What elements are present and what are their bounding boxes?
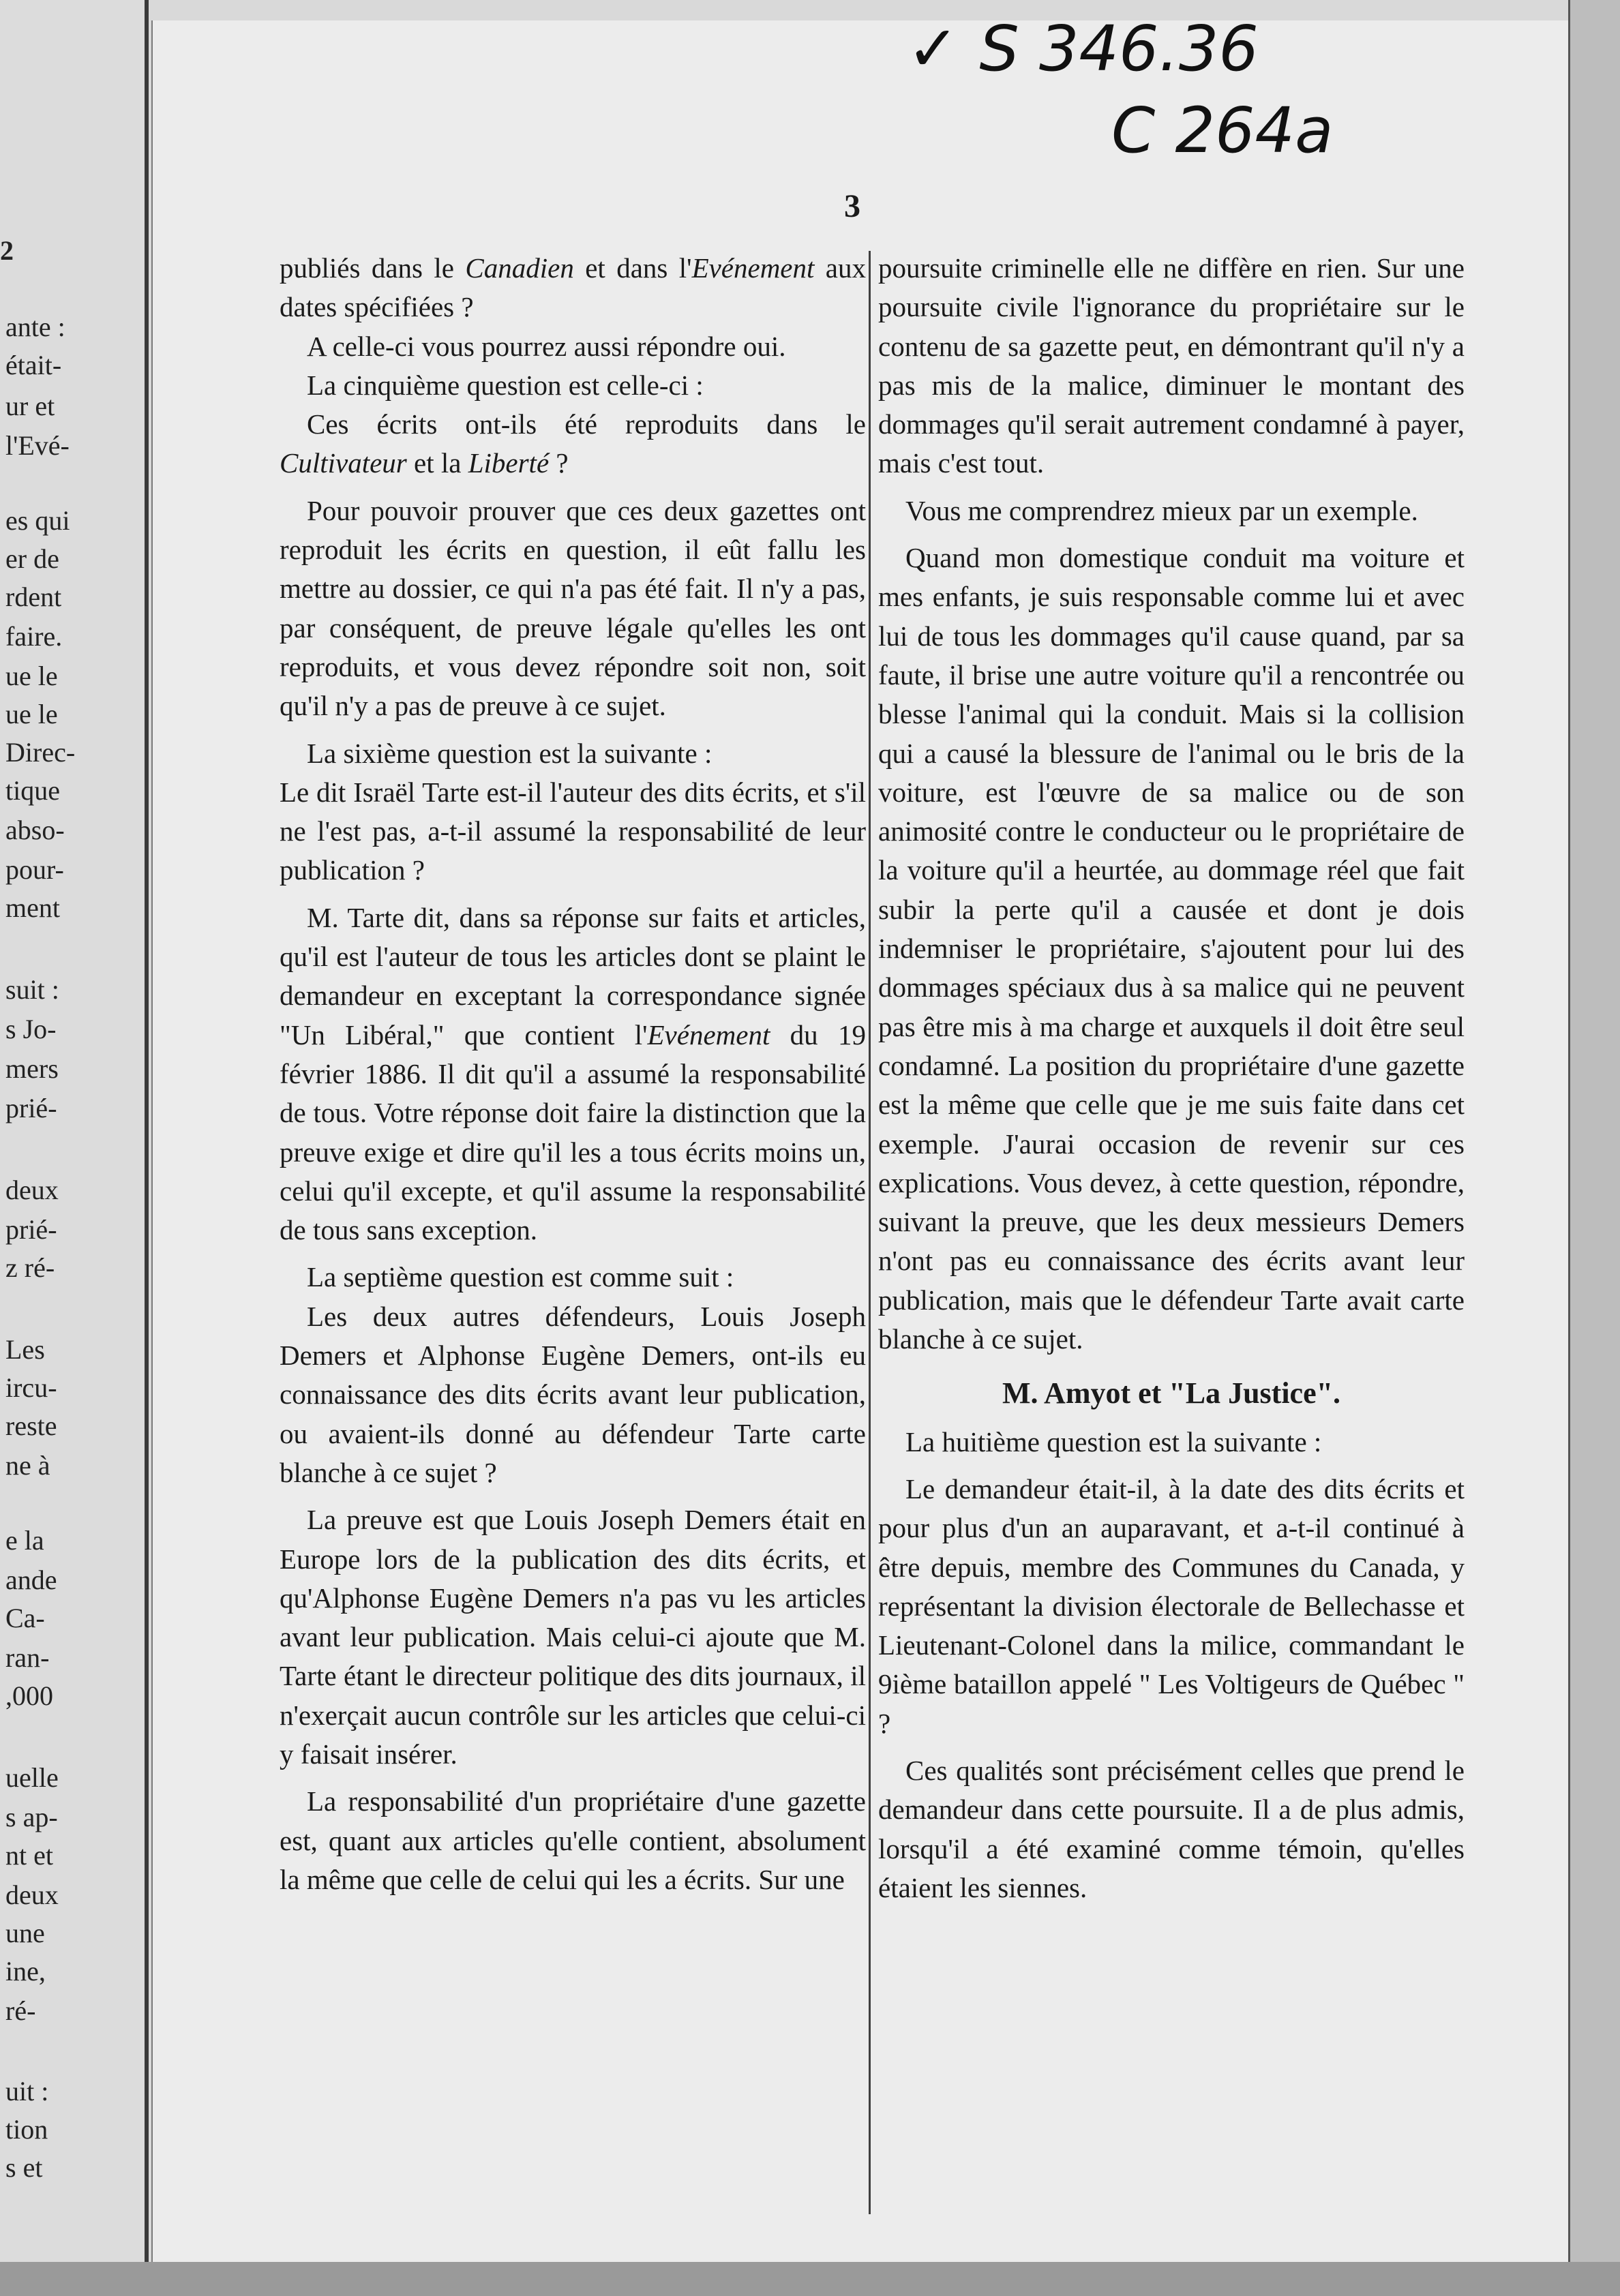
paragraph (280, 492, 866, 726)
text-run: du 19 février 1886. Il dit qu'il a assumé la responsabilité de tous. Votre réponse doit faire la distinction que la preuve exige et dire qu'il les a tous écrits moins un, celui qu'il excepte, et qu'il assume la responsabilité de tous sans exception. (280, 1018, 866, 1246)
section-heading: M. Amyot et "La Justice". (1002, 1376, 1341, 1410)
page-bottom-edge (0, 2262, 1620, 2296)
previous-page-fragment: 2 (0, 235, 14, 266)
previous-page-fragment: ur et (5, 391, 55, 421)
right-text-column (878, 249, 1465, 1907)
previous-page-fragment: ré- (5, 1995, 36, 2026)
previous-page-fragment: uelle (5, 1762, 59, 1793)
previous-page-fragment: deux (5, 1879, 59, 1910)
text-run: aux dates spécifiées ? (280, 252, 867, 323)
text-run: La sixième question est la suivante : (307, 737, 712, 769)
previous-page-fragment: ircu- (5, 1372, 57, 1403)
previous-page-fragment: faire. (5, 621, 63, 652)
call-number-line-1: ✓ S 346.36 (907, 12, 1259, 85)
previous-page-strip (0, 0, 149, 2296)
previous-page-fragment: s ap- (5, 1802, 58, 1832)
paragraph (878, 539, 1465, 1359)
paragraph (280, 1258, 866, 1297)
previous-page-fragment: mers (5, 1053, 59, 1084)
paragraph (878, 1423, 1465, 1462)
handwritten-call-number (907, 14, 1425, 170)
previous-page-fragment: z ré- (5, 1252, 55, 1283)
text-run: ? (549, 447, 569, 479)
previous-page-fragment: prié- (5, 1093, 57, 1123)
previous-page-fragment: es qui (5, 505, 70, 536)
paragraph (280, 1782, 866, 1899)
paragraph (280, 734, 866, 773)
previous-page-fragment: nt et (5, 1840, 53, 1871)
italic-title: Evénement (691, 252, 815, 284)
previous-page-fragment: ran- (5, 1642, 50, 1673)
previous-page-fragment: reste (5, 1410, 57, 1441)
previous-page-fragment: tion (5, 2114, 48, 2145)
previous-page-fragment: ment (5, 892, 60, 923)
paragraph (280, 327, 866, 366)
text-run: La septième question est comme suit : (307, 1261, 734, 1293)
paragraph (878, 1470, 1465, 1743)
previous-page-fragment: prié- (5, 1214, 57, 1245)
italic-title: Canadien (465, 252, 574, 284)
text-run: Ces qualités sont précisément celles que prend le demandeur dans cette poursuite. Il a de plus admis, lorsqu'il a été examiné comme témoin, qu'elles étaient les siennes. (878, 1754, 1465, 1903)
paragraph (280, 366, 866, 405)
paragraph (280, 898, 866, 1250)
text-run: Pour pouvoir prouver que ces deux gazettes ont reproduit les écrits en question, il eût fallu les mettre au dossier, ce qui n'a pas été fait. Il n'y a pas, par conséquent, de preuve légale qu'elles les ont reproduits, et vous devez répondre soit non, soit qu'il n'y a pas de preuve à ce sujet. (280, 494, 866, 722)
previous-page-fragment: Direc- (5, 737, 76, 768)
previous-page-fragment: Les (5, 1334, 45, 1365)
italic-title: Cultivateur (280, 447, 407, 479)
left-text-column (280, 249, 866, 1899)
paragraph (280, 405, 866, 483)
previous-page-fragment: tique (5, 775, 60, 806)
previous-page-fragment: ue le (5, 699, 58, 729)
previous-page-fragment: ande (5, 1565, 57, 1595)
text-run: La huitième question est la suivante : (905, 1425, 1322, 1457)
text-run: et dans l' (573, 252, 692, 284)
text-run: publiés dans le (280, 252, 466, 284)
previous-page-fragment: abso- (5, 815, 65, 845)
text-run: La preuve est que Louis Joseph Demers était en Europe lors de la publication des dits écrits, et qu'Alphonse Eugène Demers n'a pas vu les articles avant leur publication. Mais celui-ci ajoute que M. Tarte étant le directeur politique des dits journaux, il n'exerçait aucun contrôle sur les articles que celui-ci y faisait insérer. (280, 1504, 866, 1770)
previous-page-fragment: e la (5, 1525, 44, 1556)
previous-page-fragment: ne à (5, 1450, 50, 1481)
paragraph (280, 1500, 866, 1774)
text-run: Le demandeur était-il, à la date des dits écrits et pour plus d'un an auparavant, et a-t-il continué à être depuis, membre des Communes du Canada, y représentant la division électorale de Bellechasse et Lieutenant-Colonel dans la milice, commandant le 9ième bataillon appelé " Les Voltigeurs de Québec " ? (878, 1472, 1465, 1739)
previous-page-fragment: une (5, 1918, 45, 1948)
text-run: La responsabilité d'un propriétaire d'une gazette est, quant aux articles qu'elle contient, absolument la même que celle de celui qui les a écrits. Sur une (280, 1785, 866, 1895)
previous-page-fragment: ,000 (5, 1680, 53, 1711)
previous-page-fragment: er de (5, 543, 59, 574)
previous-page-fragment: ine, (5, 1956, 46, 1987)
italic-title: Liberté (468, 447, 550, 479)
italic-title: Evénement (647, 1018, 770, 1051)
previous-page-fragment: ue le (5, 661, 58, 691)
previous-page-fragment: suit : (5, 974, 59, 1005)
text-run: M. Tarte dit, dans sa réponse sur faits et articles, qu'il est l'auteur de tous les articles dont se plaint le demandeur en exceptant la correspondance signée "Un Libéral," que contient l' (280, 901, 866, 1051)
text-run: Les deux autres défendeurs, Louis Joseph Demers et Alphonse Eugène Demers, ont-ils eu connaissance des dits écrits avant leur publication, ou avaient-ils donné au défendeur Tarte carte blanche à ce sujet ? (280, 1300, 866, 1488)
previous-page-fragment: s et (5, 2152, 43, 2183)
text-run: poursuite criminelle elle ne diffère en rien. Sur une poursuite civile l'ignorance du propriétaire sur le contenu de sa gazette peut, en démontrant qu'il n'y a pas mis de la malice, diminuer le montant des dommages qu'il serait autrement condamné à payer, mais c'est tout. (878, 252, 1465, 479)
paragraph (878, 1751, 1465, 1907)
paragraph (878, 249, 1465, 483)
text-run: La cinquième question est celle-ci : (307, 369, 704, 401)
previous-page-fragment: pour- (5, 854, 64, 885)
previous-page-fragment: était- (5, 350, 62, 380)
paragraph (280, 249, 866, 327)
text-run: et la (406, 447, 468, 479)
previous-page-fragment: ante : (5, 312, 65, 342)
text-run: Ces écrits ont-ils été reproduits dans le (307, 408, 866, 440)
text-run: A celle-ci vous pourrez aussi répondre oui. (307, 330, 786, 362)
previous-page-fragment: deux (5, 1175, 59, 1205)
previous-page-fragment: uit : (5, 2076, 49, 2106)
previous-page-fragment: Ca- (5, 1603, 45, 1633)
page-number: 3 (844, 188, 860, 224)
text-run: Le dit Israël Tarte est-il l'auteur des dits écrits, et s'il ne l'est pas, a-t-il assumé la responsabilité de leur publication ? (280, 776, 866, 886)
paragraph (280, 773, 866, 890)
previous-page-fragment: l'Evé- (5, 430, 70, 461)
previous-page-fragment: s Jo- (5, 1014, 57, 1044)
call-number-line-2: C 264a (1111, 94, 1334, 167)
text-run: Vous me comprendrez mieux par un exemple. (905, 494, 1418, 526)
paragraph (878, 492, 1465, 530)
text-run: Quand mon domestique conduit ma voiture et mes enfants, je suis responsable comme lui et avec lui de tous les dommages qu'il cause quand, par sa faute, il brise une autre voiture qu'il a rencontrée ou blesse l'animal qui la conduit. Mais si la collision qui a causé la blessure de l'animal ou le bris de la voiture, est l'œuvre de sa malice ou de son animosité contre le conducteur ou le propriétaire de la voiture qu'il a heurtée, au dommage réel que fait subir la perte qu'il a causée et dont je dois indemniser le propriétaire, s'ajoutent pour lui des dommages spéciaux dus à sa malice qui ne peuvent pas être mis à ma charge et auxquels il doit être seul condamné. La position du propriétaire d'une gazette est la même que celle que je me suis faite dans cet exemple. J'aurai occasion de revenir sur ces explications. Vous devez, à cette question, répondre, suivant la preuve, que les deux messieurs Demers n'ont pas eu connaissance des écrits avant leur publication, mais que le défendeur Tarte avait carte blanche à ce sujet. (878, 542, 1465, 1355)
page-right-edge (1568, 0, 1620, 2296)
column-divider (869, 251, 871, 2214)
previous-page-fragment: rdent (5, 581, 62, 612)
paragraph (280, 1297, 866, 1492)
